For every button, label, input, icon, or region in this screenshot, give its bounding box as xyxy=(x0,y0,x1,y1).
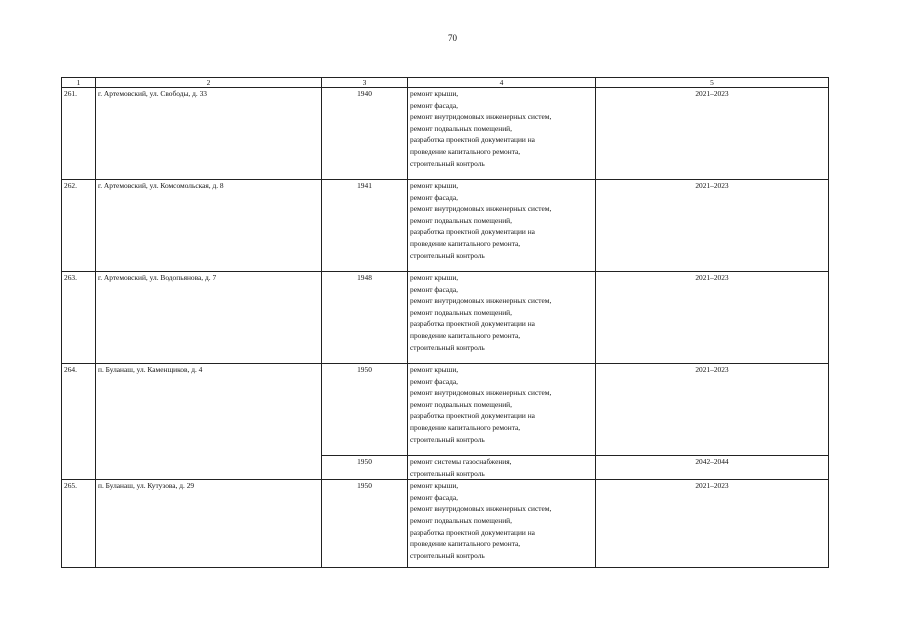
row-number: 264. xyxy=(62,364,96,480)
table-row xyxy=(62,480,829,568)
table-row xyxy=(62,364,829,456)
year-cell: 1950 xyxy=(322,364,408,456)
work-item: разработка проектной документации на xyxy=(410,527,535,537)
address-cell: п. Буланаш, ул. Каменщиков, д. 4 xyxy=(96,364,322,480)
work-item: ремонт крыши, xyxy=(410,89,459,98)
column-header: 3 xyxy=(322,78,408,88)
work-item: ремонт внутридомовых инженерных систем, xyxy=(410,112,552,122)
column-header: 1 xyxy=(62,78,96,88)
column-header: 4 xyxy=(408,78,596,88)
column-header: 5 xyxy=(596,78,829,88)
work-item: ремонт фасада, xyxy=(410,376,458,386)
work-item: строительный контроль xyxy=(410,250,485,260)
work-item: ремонт крыши, xyxy=(410,365,459,374)
capital-repair-table xyxy=(61,77,829,568)
table-row xyxy=(62,88,829,180)
work-item: ремонт фасада, xyxy=(410,100,458,110)
work-item: ремонт фасада, xyxy=(410,492,458,502)
row-number: 265. xyxy=(62,480,96,568)
row-number: 261. xyxy=(62,88,96,180)
page-number: 70 xyxy=(448,33,457,43)
row-number: 262. xyxy=(62,180,96,272)
address-cell: г. Артемовский, ул. Водопьянова, д. 7 xyxy=(96,272,322,364)
address-cell: г. Артемовский, ул. Комсомольская, д. 8 xyxy=(96,180,322,272)
work-item: ремонт внутридомовых инженерных систем, xyxy=(410,504,552,514)
work-item: ремонт подвальных помещений, xyxy=(410,215,512,225)
work-item: ремонт подвальных помещений, xyxy=(410,399,512,409)
period-cell: 2021–2023 xyxy=(596,364,829,456)
period-cell: 2021–2023 xyxy=(596,480,829,568)
period-cell: 2021–2023 xyxy=(596,180,829,272)
column-number-row xyxy=(62,78,829,88)
work-item: ремонт фасада, xyxy=(410,284,458,294)
period-cell: 2042–2044 xyxy=(596,456,829,480)
works-cell xyxy=(408,88,596,180)
work-item: ремонт внутридомовых инженерных систем, xyxy=(410,296,552,306)
work-item: строительный контроль xyxy=(410,550,485,560)
work-item: ремонт подвальных помещений, xyxy=(410,515,512,525)
work-item: проведение капитального ремонта, xyxy=(410,146,521,156)
address-cell: п. Буланаш, ул. Кутузова, д. 29 xyxy=(96,480,322,568)
year-cell: 1940 xyxy=(322,88,408,180)
work-item: строительный контроль xyxy=(410,468,485,478)
year-cell: 1948 xyxy=(322,272,408,364)
work-item: ремонт крыши, xyxy=(410,481,459,491)
works-cell xyxy=(408,180,596,272)
table-row xyxy=(62,272,829,364)
work-item: ремонт фасада, xyxy=(410,192,458,202)
work-item: строительный контроль xyxy=(410,158,485,168)
period-cell: 2021–2023 xyxy=(596,88,829,180)
work-item: разработка проектной документации на xyxy=(410,319,535,329)
work-item: проведение капитального ремонта, xyxy=(410,330,521,340)
work-item: разработка проектной документации на xyxy=(410,411,535,421)
year-cell: 1941 xyxy=(322,180,408,272)
work-item: ремонт системы газоснабжения, xyxy=(410,457,512,466)
works-cell xyxy=(408,456,596,480)
work-item: ремонт подвальных помещений, xyxy=(410,307,512,317)
works-cell xyxy=(408,480,596,568)
work-item: ремонт подвальных помещений, xyxy=(410,123,512,133)
work-item: проведение капитального ремонта, xyxy=(410,539,521,549)
row-number: 263. xyxy=(62,272,96,364)
year-cell: 1950 xyxy=(322,480,408,568)
work-item: ремонт внутридомовых инженерных систем, xyxy=(410,388,552,398)
work-item: ремонт крыши, xyxy=(410,181,459,190)
table-row xyxy=(62,180,829,272)
works-cell xyxy=(408,272,596,364)
address-cell: г. Артемовский, ул. Свободы, д. 33 xyxy=(96,88,322,180)
work-item: проведение капитального ремонта, xyxy=(410,238,521,248)
work-item: разработка проектной документации на xyxy=(410,135,535,145)
year-cell: 1950 xyxy=(322,456,408,480)
work-item: строительный контроль xyxy=(410,434,485,444)
work-item: ремонт внутридомовых инженерных систем, xyxy=(410,204,552,214)
column-header: 2 xyxy=(96,78,322,88)
work-item: ремонт крыши, xyxy=(410,273,459,282)
work-item: разработка проектной документации на xyxy=(410,227,535,237)
work-item: строительный контроль xyxy=(410,342,485,352)
work-item: проведение капитального ремонта, xyxy=(410,422,521,432)
works-cell xyxy=(408,364,596,456)
period-cell: 2021–2023 xyxy=(596,272,829,364)
